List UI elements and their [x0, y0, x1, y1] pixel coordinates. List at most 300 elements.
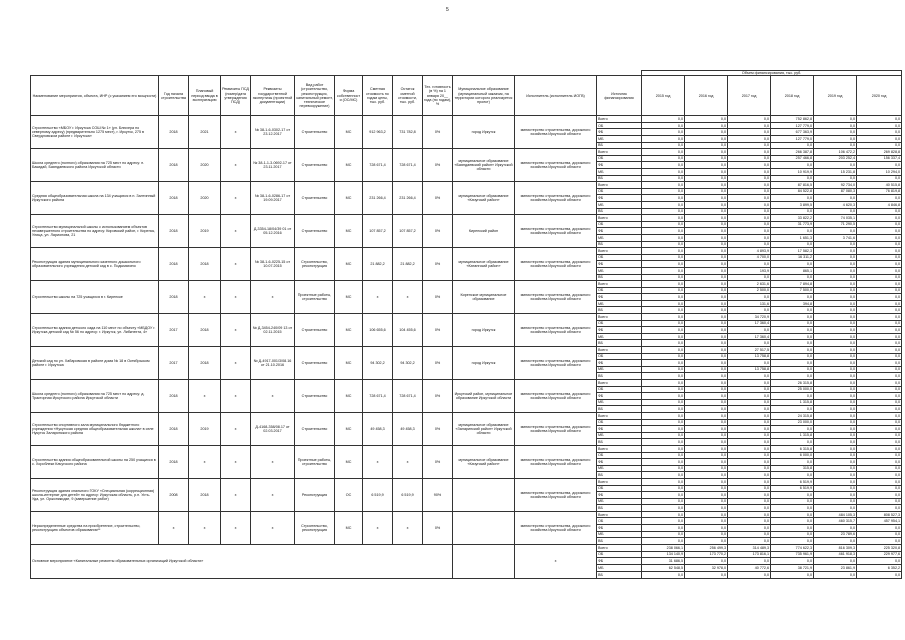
funding-source: ФБ: [597, 393, 642, 400]
cell-ready: 0%: [423, 215, 453, 248]
funding-source: ОБ: [597, 188, 642, 195]
cell-expertise: x: [251, 511, 295, 544]
funding-value: 0,0: [685, 267, 728, 274]
column-header: Плановый период ввода в эксплуатацию: [189, 76, 221, 116]
cell-mo: город Иркутск: [453, 314, 515, 347]
funding-value: 0,0: [642, 511, 685, 518]
funding-value: 0,0: [814, 340, 857, 347]
funding-value: 0,0: [685, 162, 728, 169]
funding-value: 0,0: [857, 281, 902, 288]
funding-source: ВБ: [597, 208, 642, 215]
funding-value: 808 527,3: [857, 511, 902, 518]
funding-value: 0,0: [685, 432, 728, 439]
funding-value: 2 631,6: [728, 281, 771, 288]
cell-expertise: x: [251, 478, 295, 511]
funding-source: МБ: [597, 234, 642, 241]
funding-value: 0,0: [814, 393, 857, 400]
funding-value: 0,0: [814, 347, 857, 354]
funding-value: 0,0: [857, 234, 902, 241]
cell-work: Строительство, реконструкция: [295, 248, 335, 281]
cell-psd: x: [221, 445, 251, 478]
funding-value: 0,0: [857, 287, 902, 294]
funding-value: 0,0: [728, 505, 771, 512]
cell-exec: министерство строительства, дорожного хозяйства Иркутской области: [515, 478, 597, 511]
funding-value: 0,0: [685, 538, 728, 545]
cell-period: x: [189, 511, 221, 544]
funding-value: 76 819,8: [857, 188, 902, 195]
funding-value: 31 686,5: [642, 558, 685, 565]
cell-cost: x: [363, 281, 393, 314]
funding-source: ОБ: [597, 485, 642, 492]
funding-value: 0,0: [642, 505, 685, 512]
funding-value: 0,0: [771, 142, 814, 149]
funding-value: 0,0: [642, 281, 685, 288]
funding-value: 0,0: [642, 452, 685, 459]
funding-value: 0,0: [814, 498, 857, 505]
funding-value: 0,0: [642, 149, 685, 156]
funding-value: 0,0: [814, 287, 857, 294]
cell-period: 2020: [189, 182, 221, 215]
funding-value: 0,0: [814, 465, 857, 472]
funding-value: 0,0: [642, 373, 685, 380]
cell-own: ОС: [335, 478, 363, 511]
funding-value: 0,0: [685, 195, 728, 202]
funding-value: 0,0: [814, 241, 857, 248]
total-row: [31, 544, 902, 551]
cell-rest: x: [393, 281, 423, 314]
funding-value: 0,0: [771, 439, 814, 446]
table-row: [31, 248, 902, 255]
funding-value: 0,0: [857, 116, 902, 123]
cell-exec: министерство строительства, дорожного хозяйства Иркутской области: [515, 248, 597, 281]
funding-value: 0,0: [685, 320, 728, 327]
funding-value: 0,0: [642, 155, 685, 162]
funding-value: 0,0: [857, 412, 902, 419]
funding-source: ВБ: [597, 142, 642, 149]
cell-exec: министерство строительства, дорожного хозяйства Иркутской области: [515, 445, 597, 478]
funding-source: ФБ: [597, 459, 642, 466]
cell-mo: Иркутский район, муниципальное образование Иркутской области: [453, 380, 515, 413]
cell-mo: [453, 511, 515, 544]
funding-value: 0,0: [642, 307, 685, 314]
funding-source: ФБ: [597, 294, 642, 301]
funding-source: МБ: [597, 366, 642, 373]
funding-value: 0,0: [771, 314, 814, 321]
funding-value: 0,0: [857, 347, 902, 354]
funding-source: ВБ: [597, 340, 642, 347]
funding-value: 0,0: [642, 175, 685, 182]
funding-source: ФБ: [597, 525, 642, 532]
funding-value: 0,0: [771, 333, 814, 340]
funding-value: 0,0: [771, 347, 814, 354]
column-header: Год начала строительства: [159, 76, 189, 116]
funding-value: 225 320,8: [857, 544, 902, 551]
funding-value: 0,0: [728, 221, 771, 228]
funding-value: 0,0: [642, 419, 685, 426]
funding-value: 0,0: [685, 234, 728, 241]
column-header: 2016 год: [685, 76, 728, 116]
cell-period: 2020: [189, 149, 221, 182]
funding-source: ВБ: [597, 274, 642, 281]
column-header: Сметная стоимость по годам цены, тыс. руб.: [363, 76, 393, 116]
funding-value: 13 758,8: [728, 366, 771, 373]
cell-rest: 49 458,3: [393, 412, 423, 445]
funding-source: МБ: [597, 267, 642, 274]
funding-value: 0,0: [728, 340, 771, 347]
cell-psd: x: [221, 149, 251, 182]
funding-value: 0,0: [857, 274, 902, 281]
funding-source: ВБ: [597, 439, 642, 446]
funding-value: 0,0: [685, 248, 728, 255]
funding-value: 4 846,8: [857, 201, 902, 208]
funding-source: ОБ: [597, 320, 642, 327]
funding-value: 0,0: [771, 459, 814, 466]
funding-value: 0,0: [728, 439, 771, 446]
funding-value: 0,0: [728, 472, 771, 479]
cell-period: x: [189, 281, 221, 314]
funding-source: ФБ: [597, 261, 642, 268]
funding-value: 0,0: [728, 155, 771, 162]
funding-value: 0,0: [728, 452, 771, 459]
funding-value: 0,0: [728, 195, 771, 202]
funding-value: 62 548,5: [642, 565, 685, 572]
cell-period: x: [189, 380, 221, 413]
funding-value: 752 862,8: [771, 116, 814, 123]
funding-value: 0,0: [857, 353, 902, 360]
funding-value: 0,0: [857, 525, 902, 532]
funding-source: Всего: [597, 478, 642, 485]
funding-value: 0,0: [771, 294, 814, 301]
cell-rest: 104 455,6: [393, 314, 423, 347]
funding-source: МБ: [597, 565, 642, 572]
table-row: [31, 478, 902, 485]
funding-value: 315,8: [771, 465, 814, 472]
cell-own: МС: [335, 281, 363, 314]
cell-start: 2008: [159, 478, 189, 511]
funding-value: 7 894,8: [771, 281, 814, 288]
funding-header: Объем финансирования, тыс. руб.: [642, 71, 902, 76]
funding-value: 0,0: [771, 518, 814, 525]
cell-ready: 0%: [423, 281, 453, 314]
funding-value: 0,0: [857, 380, 902, 387]
funding-value: 0,0: [857, 294, 902, 301]
funding-value: 0,0: [685, 142, 728, 149]
cell-cost: 728 671,4: [363, 380, 393, 413]
funding-value: 0,0: [642, 261, 685, 268]
cell-ready: 0%: [423, 248, 453, 281]
funding-value: 0,0: [642, 531, 685, 538]
funding-source: ОБ: [597, 155, 642, 162]
cell-work: Строительство: [295, 116, 335, 149]
cell-mo: муниципальное образование «Заларинский район» Иркутской области: [453, 412, 515, 445]
cell-name: Строительство здания общеобразовательной школы на 250 учащихся в с. Хороблеки Качугского района: [31, 445, 159, 478]
table-row: [31, 215, 902, 222]
funding-value: 7 500,0: [771, 287, 814, 294]
funding-value: 0,0: [642, 518, 685, 525]
cell-start: 2018: [159, 116, 189, 149]
cell-rest: x: [393, 511, 423, 544]
funding-value: 0,0: [771, 525, 814, 532]
cell-expertise: Д-3354-18/04/39 01 от 05.12.2016: [251, 215, 295, 248]
funding-source: Всего: [597, 445, 642, 452]
funding-value: 17 360,4: [728, 333, 771, 340]
funding-source: ВБ: [597, 538, 642, 545]
funding-value: 23 000,0: [771, 419, 814, 426]
cell-psd: x: [221, 511, 251, 544]
funding-source: Всего: [597, 544, 642, 551]
funding-value: 173 816,1: [728, 551, 771, 558]
funding-value: 457 954,1: [857, 518, 902, 525]
funding-value: 0,0: [771, 498, 814, 505]
cell-start: 2018: [159, 445, 189, 478]
funding-value: 0,0: [642, 478, 685, 485]
funding-value: 0,0: [771, 373, 814, 380]
cell-start: 2018: [159, 215, 189, 248]
funding-value: 0,0: [814, 195, 857, 202]
funding-value: 0,0: [814, 136, 857, 143]
cell-own: МС: [335, 412, 363, 445]
funding-source: Всего: [597, 182, 642, 189]
funding-value: 0,0: [642, 294, 685, 301]
column-header: Вид работ (строительство, реконструкция, капитальный ремонт, техническое перевооружение): [295, 76, 335, 116]
funding-value: 0,0: [771, 274, 814, 281]
funding-value: 0,0: [642, 538, 685, 545]
funding-value: 1 651,3: [771, 234, 814, 241]
funding-value: 0,0: [728, 360, 771, 367]
funding-value: 24 315,8: [771, 412, 814, 419]
cell-cost: 6 519,9: [363, 478, 393, 511]
funding-value: 0,0: [771, 531, 814, 538]
cell-exec: министерство строительства, дорожного хозяйства Иркутской области: [515, 215, 597, 248]
funding-value: 0,0: [642, 386, 685, 393]
funding-value: 0,0: [728, 241, 771, 248]
cell-mo: Киренский район: [453, 215, 515, 248]
cell-psd: x: [221, 347, 251, 380]
column-header: Тех. готовность (в %) на 1 января 20__ года (по годам), %: [423, 76, 453, 116]
funding-value: 0,0: [642, 439, 685, 446]
funding-value: 0,0: [685, 274, 728, 281]
cell-ready: 0%: [423, 347, 453, 380]
funding-value: 0,0: [685, 518, 728, 525]
cell-start: 2018: [159, 149, 189, 182]
funding-value: 0,0: [685, 300, 728, 307]
funding-value: 0,0: [857, 142, 902, 149]
funding-source: ФБ: [597, 162, 642, 169]
funding-value: 0,0: [814, 142, 857, 149]
funding-value: 0,0: [685, 129, 728, 136]
funding-value: 774 622,3: [771, 544, 814, 551]
funding-value: 0,0: [814, 122, 857, 129]
cell-mo: муниципальное образование «Баяндаевский район» Иркутской области: [453, 149, 515, 182]
funding-value: 0,0: [771, 558, 814, 565]
funding-value: 0,0: [771, 228, 814, 235]
funding-value: 0,0: [728, 572, 771, 579]
funding-value: 484 105,3: [814, 511, 857, 518]
funding-value: 0,0: [728, 327, 771, 334]
funding-value: 38 721,9: [771, 565, 814, 572]
funding-value: 0,0: [857, 419, 902, 426]
funding-value: 0,0: [642, 208, 685, 215]
cell-work: Строительство: [295, 215, 335, 248]
funding-value: 0,0: [814, 426, 857, 433]
cell-name: Реконструкция здания спального ГОКУ «Специальная (коррекционная) школа-интернат для детей» по адресу: Иркутская область, р.п. Усть-Уда, ул. Оржоникидзе, 9 (завершение работ): [31, 478, 159, 511]
page-number: 5: [446, 7, 449, 13]
funding-value: 0,0: [814, 419, 857, 426]
funding-value: 0,0: [685, 314, 728, 321]
cell-ready: 0%: [423, 412, 453, 445]
funding-value: 0,0: [728, 518, 771, 525]
funding-value: 71 290,5: [814, 221, 857, 228]
cell-mo: город Иркутск: [453, 116, 515, 149]
cell-rest: 94 302,2: [393, 347, 423, 380]
cell-own: МС: [335, 248, 363, 281]
cell-start: 2018: [159, 412, 189, 445]
funding-value: 34 720,9: [728, 314, 771, 321]
funding-value: 0,0: [728, 234, 771, 241]
cell-start: 2017: [159, 314, 189, 347]
cell-work: Проектные работы, строительство: [295, 281, 335, 314]
funding-value: 266 387,8: [771, 149, 814, 156]
column-header: Муниципальное образование (муниципальный заказчик, на территории которого реализуется проект): [453, 76, 515, 116]
funding-value: 0,0: [857, 485, 902, 492]
funding-value: 0,0: [857, 195, 902, 202]
cell-psd: x: [221, 412, 251, 445]
funding-value: 0,0: [642, 465, 685, 472]
funding-value: 256 499,3: [685, 544, 728, 551]
table-row: [31, 116, 902, 123]
funding-value: 0,0: [685, 327, 728, 334]
funding-value: 0,0: [771, 511, 814, 518]
funding-value: 0,0: [771, 340, 814, 347]
funding-value: 0,0: [857, 439, 902, 446]
funding-value: 0,0: [857, 221, 902, 228]
cell-mo: [453, 478, 515, 511]
funding-value: 6 519,9: [771, 485, 814, 492]
funding-value: 0,0: [857, 478, 902, 485]
cell-expertise: № 38-1-1-3-0692-17 от 23.11.2017: [251, 149, 295, 182]
funding-value: 0,0: [857, 208, 902, 215]
funding-source: ФБ: [597, 426, 642, 433]
cell-period: x: [189, 445, 221, 478]
table-row: [31, 182, 902, 189]
funding-value: 0,0: [685, 366, 728, 373]
funding-value: 0,0: [728, 485, 771, 492]
cell-expertise: № 38-1-6-0225-15 от 10.07.2015: [251, 248, 295, 281]
funding-value: 0,0: [642, 287, 685, 294]
funding-value: 0,0: [814, 353, 857, 360]
funding-value: 26 315,8: [771, 380, 814, 387]
funding-value: 87 816,5: [771, 182, 814, 189]
cell-ready: 0%: [423, 511, 453, 544]
funding-source: ФБ: [597, 327, 642, 334]
funding-value: 0,0: [642, 572, 685, 579]
funding-value: 0,0: [642, 498, 685, 505]
funding-value: 0,0: [814, 333, 857, 340]
funding-source: МБ: [597, 333, 642, 340]
cell-expertise: № Д-3454-240/09 13 от 02.11.2015: [251, 314, 295, 347]
funding-value: 0,0: [685, 452, 728, 459]
funding-value: 0,0: [857, 498, 902, 505]
funding-source: МБ: [597, 399, 642, 406]
table-row: [31, 347, 902, 354]
funding-value: 0,0: [642, 314, 685, 321]
funding-source: ОБ: [597, 254, 642, 261]
funding-value: 0,0: [814, 228, 857, 235]
funding-value: 0,0: [728, 208, 771, 215]
funding-source: Всего: [597, 248, 642, 255]
funding-value: 0,0: [857, 452, 902, 459]
cell-cost: 49 458,3: [363, 412, 393, 445]
funding-value: 0,0: [685, 116, 728, 123]
funding-value: 173 770,2: [685, 551, 728, 558]
cell-own: МС: [335, 116, 363, 149]
cell-work: Строительство: [295, 347, 335, 380]
funding-value: 0,0: [685, 399, 728, 406]
cell-cost: 107 857,2: [363, 215, 393, 248]
cell-work: Строительство: [295, 412, 335, 445]
funding-value: 0,0: [685, 340, 728, 347]
cell-rest: x: [393, 445, 423, 478]
cell-own: МС: [335, 380, 363, 413]
funding-source: ФБ: [597, 492, 642, 499]
funding-source: ВБ: [597, 307, 642, 314]
cell-period: 2018: [189, 248, 221, 281]
funding-value: 1 315,8: [771, 432, 814, 439]
cell-cost: 106 655,6: [363, 314, 393, 347]
funding-value: 0,0: [814, 406, 857, 413]
cell-own: МС: [335, 347, 363, 380]
cell-exec: министерство строительства, дорожного хозяйства Иркутской области: [515, 380, 597, 413]
funding-value: 13 758,8: [728, 353, 771, 360]
cell-psd: x: [221, 478, 251, 511]
funding-value: 460 315,7: [814, 518, 857, 525]
cell-start: 2018: [159, 248, 189, 281]
funding-value: 0,0: [857, 248, 902, 255]
cell-work: Строительство: [295, 182, 335, 215]
funding-value: 0,0: [642, 472, 685, 479]
funding-value: 0,0: [685, 261, 728, 268]
funding-value: 0,0: [771, 241, 814, 248]
funding-value: 0,0: [685, 307, 728, 314]
funding-value: 92 734,0: [814, 182, 857, 189]
funding-value: 0,0: [685, 201, 728, 208]
cell-exec: министерство строительства, дорожного хозяйства Иркутской области: [515, 314, 597, 347]
funding-source: ФБ: [597, 558, 642, 565]
cell-ready: 0%: [423, 380, 453, 413]
funding-value: 0,0: [857, 307, 902, 314]
cell-period: 2018: [189, 347, 221, 380]
funding-value: 0,0: [771, 353, 814, 360]
funding-value: 0,0: [685, 465, 728, 472]
funding-value: 17 360,4: [728, 320, 771, 327]
funding-value: 0,0: [857, 162, 902, 169]
cell-start: 2018: [159, 281, 189, 314]
funding-value: 0,0: [728, 228, 771, 235]
funding-source: МБ: [597, 531, 642, 538]
funding-value: 0,0: [814, 327, 857, 334]
funding-value: 15 231,8: [814, 169, 857, 176]
funding-source: Всего: [597, 116, 642, 123]
funding-value: 0,0: [857, 445, 902, 452]
funding-value: 0,0: [728, 136, 771, 143]
funding-value: 40 772,6: [728, 565, 771, 572]
cell-cost: x: [363, 511, 393, 544]
funding-value: 0,0: [814, 445, 857, 452]
cell-exec: министерство строительства, дорожного хозяйства Иркутской области: [515, 149, 597, 182]
funding-value: 0,0: [642, 353, 685, 360]
funding-value: 0,0: [771, 327, 814, 334]
total-mark: x: [515, 544, 597, 578]
